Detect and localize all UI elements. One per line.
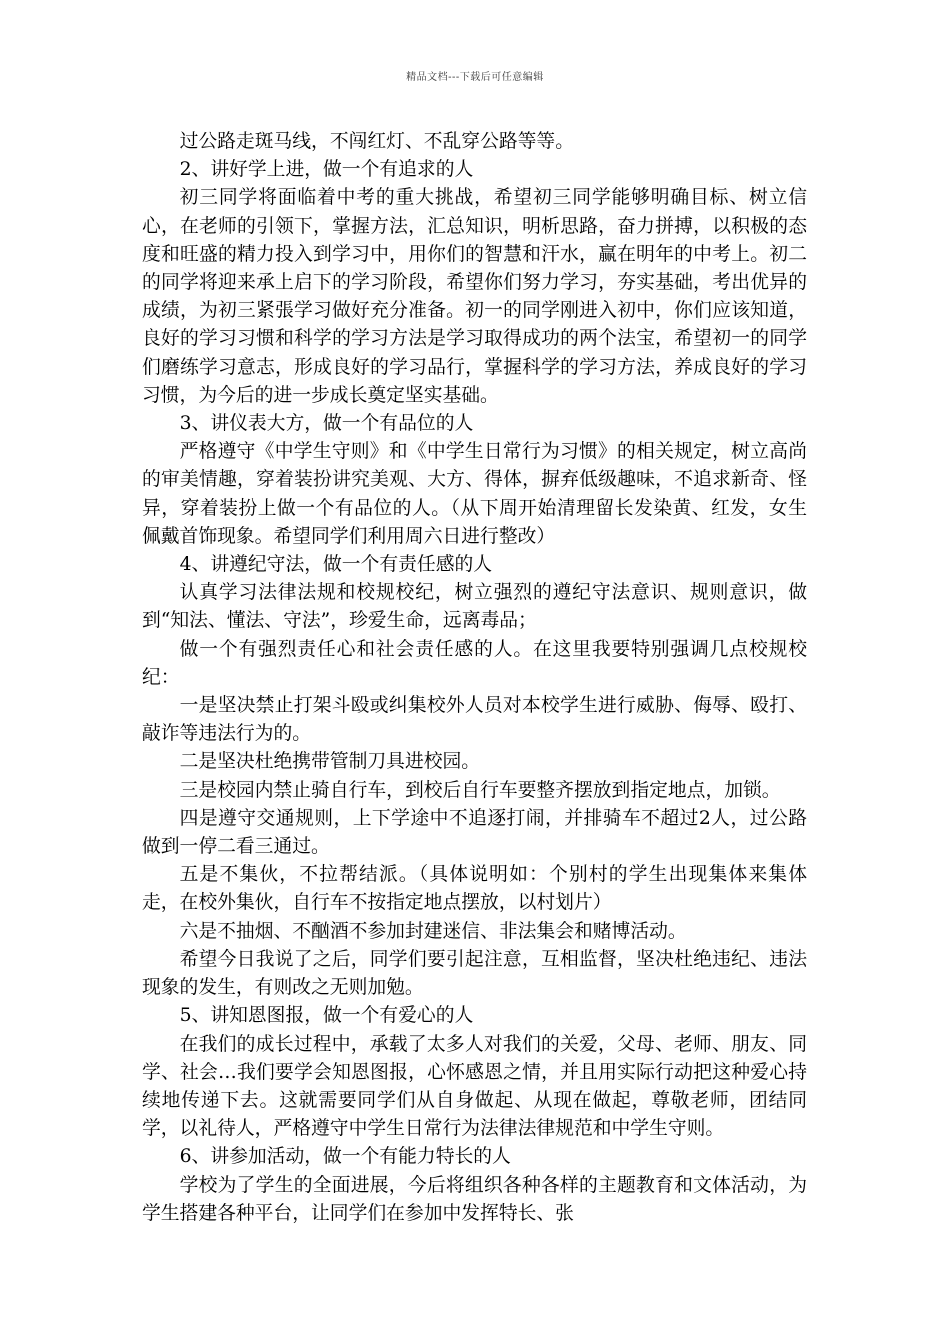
paragraph: 三是校园内禁止骑自行车，到校后自行车要整齐摆放到指定地点，加锁。: [179, 779, 781, 801]
page-header: 精品文档---下载后可任意编辑: [406, 72, 544, 83]
paragraph: 做一个有强烈责任心和社会责任感的人。在这里我要特别强调几点校规校纪：: [142, 638, 807, 688]
paragraph: 严格遵守《中学生守则》和《中学生日常行为习惯》的相关规定，树立高尚的审美情趣，穿着装扮讲究美观、大方、得体，摒弃低级趣味，不追求新奇、怪异，穿着装扮上做一个有品位的人。（从下周开始清理留长发染黄、红发，女生佩戴首饰现象。希望同学们利用周六日进行整改）: [142, 441, 807, 547]
paragraph: 6、讲参加活动，做一个有能力特长的人: [179, 1146, 511, 1168]
paragraph: 2、讲好学上进，做一个有追求的人: [179, 159, 474, 181]
paragraph: 初三同学将面临着中考的重大挑战，希望初三同学能够明确目标、树立信心，在老师的引领下，掌握方法，汇总知识，明析思路，奋力拼搏，以积极的态度和旺盛的精力投入到学习中，用你们的智慧和汗水，赢在明年的中考上。初二的同学将迎来承上启下的学习阶段，希望你们努力学习，夯实基础，考出优异的成绩，为初三紧張学习做好充分准备。初一的同学刚进入初中，你们应该知道，良好的学习习惯和科学的学习方法是学习取得成功的两个法宝，希望初一的同学们磨练学习意志，形成良好的学习品行，掌握科学的学习方法，养成良好的学习习惯，为今后的进一步成长奠定坚实基础。: [142, 187, 807, 406]
paragraph: 4、讲遵纪守法，做一个有责任感的人: [179, 554, 493, 576]
paragraph: 在我们的成长过程中，承载了太多人对我们的关爱，父母、老师、朋友、同学、社会…我们要学会知恩图报，心怀感恩之情，并且用实际行动把这种爱心持续地传递下去。这就需要同学们从自身做起、从现在做起，尊敬老师，团结同学，以礼待人，严格遵守中学生日常行为法律法律规范和中学生守则。: [142, 1033, 807, 1140]
document-body: [142, 128, 807, 1228]
paragraph: 5、讲知恩图报，做一个有爱心的人: [179, 1005, 474, 1027]
paragraph: 希望今日我说了之后，同学们要引起注意，互相监督，坚决杜绝违纪、违法现象的发生，有则改之无则加勉。: [142, 948, 807, 999]
paragraph: 二是坚决杜绝携带管制刀具进校园。: [179, 751, 481, 773]
paragraph: 四是遵守交通规则，上下学途中不追逐打闹，并排骑车不超过2人，过公路做到一停二看三通过。: [142, 807, 807, 858]
paragraph: 3、讲仪表大方，做一个有品位的人: [179, 413, 474, 435]
paragraph: 六是不抽烟、不酗酒不参加封建迷信、非法集会和赌博活动。: [179, 920, 687, 942]
paragraph: 过公路走斑马线，不闯红灯、不乱穿公路等等。: [179, 131, 574, 152]
paragraph: 一是坚决禁止打架斗殴或纠集校外人员对本校学生进行威胁、侮辱、殴打、敲诈等违法行为的。: [142, 695, 807, 745]
paragraph: 学校为了学生的全面进展，今后将组织各种各样的主题教育和文体活动，为学生搭建各种平台，让同学们在参加中发挥特长、张: [142, 1174, 807, 1224]
paragraph: 五是不集伙，不拉帮结派。（具体说明如：个别村的学生出现集体来集体走，在校外集伙，自行车不按指定地点摆放，以村划片）: [142, 864, 807, 914]
paragraph: 认真学习法律法规和校规校纪，树立强烈的遵纪守法意识、规则意识，做到“知法、懂法、守法”，珍爱生命，远离毒品；: [142, 582, 807, 632]
